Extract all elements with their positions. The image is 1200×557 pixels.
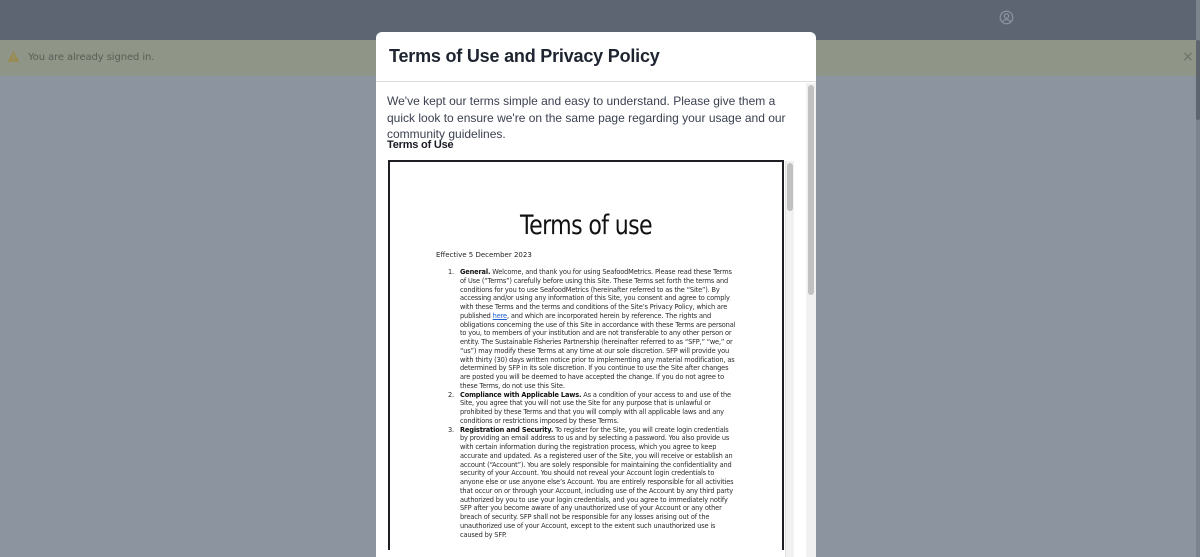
alert-message: You are already signed in. — [28, 52, 155, 63]
terms-modal — [376, 32, 816, 557]
document-effective-date: Effective 5 December 2023 — [436, 251, 532, 259]
privacy-policy-link[interactable]: here — [492, 311, 507, 320]
close-icon[interactable]: × — [1182, 49, 1194, 65]
terms-item-general — [448, 268, 738, 391]
modal-title: Terms of Use and Privacy Policy — [389, 46, 660, 66]
page-scrollbar-thumb[interactable] — [1196, 40, 1200, 120]
modal-body — [376, 83, 816, 557]
item-text-continued: , and which are incorporated herein by reference. The rights and obligations concerning the use of this Site in accordance with these Terms are personal to you, to members of your institution and are not transferable to any other person or entity. The Sustainable Fisheries Partnership (hereinafter referred to as “SFP,” “we,” or “us”) may modify these Terms at any time at our sole discretion. SFP will provide you with thirty (30) days written notice prior to implementing any material modification, as determined by SFP in its sole discretion. If you continue to use the Site after changes are posted you will be deemed to have accepted the change. If you do not agree to these Terms, do not use this Site. — [460, 311, 736, 390]
item-heading: Registration and Security. — [460, 425, 554, 434]
item-heading: Compliance with Applicable Laws. — [460, 390, 582, 399]
item-number: 2. — [448, 390, 454, 399]
item-number: 1. — [448, 268, 454, 276]
item-text: To register for the Site, you will create login credentials by providing an email address to us and by selecting a password. You also provide us with certain information during the registration process, which you agree to keep accurate and updated. As a registered user of the Site, you will receive or establish an account (“Account”). You are solely responsible for maintaining the confidentiality and security of your Account. You should not reveal your Account login credentials to anyone else or use anyone else’s Account. You are entirely responsible for all activities that occur on or through your Account, including use of the Account by any third party authorized by you to use your login credentials, and you agree to immediately notify SFP after you become aware of any unauthorized use of your Account or any other breach of security. SFP shall not be responsible for any losses arising out of the unauthorized use of your Account, except to the extent such unauthorized use is caused by SFP. — [460, 425, 734, 539]
document-title: Terms of use — [520, 210, 652, 241]
modal-intro-text: We've kept our terms simple and easy to understand. Please give them a quick look to ensure we're on the same page regarding your usage and our community guidelines. — [387, 94, 786, 141]
terms-section-title: Terms of Use — [387, 139, 454, 151]
item-text: Welcome, and thank you for using SeafoodMetrics. Please read these Terms of Use (“Terms”) carefully before using this Site. These Terms set forth the terms and conditions for you to use SeafoodMetrics (hereinafter referred to as the “Site”). By accessing and/or using any information of this Site, you consent and agree to comply with these Terms and the terms and conditions of the Site’s Privacy Policy, which are published — [460, 268, 732, 320]
document-scrollbar-thumb[interactable] — [787, 163, 793, 211]
user-account-icon[interactable] — [999, 10, 1014, 25]
document-terms-list — [448, 268, 738, 539]
terms-item-compliance — [448, 391, 738, 426]
item-heading: General. — [460, 268, 491, 276]
modal-scrollbar[interactable] — [806, 83, 816, 557]
page-scrollbar[interactable] — [1196, 0, 1200, 557]
warning-icon — [7, 50, 20, 63]
modal-scrollbar-thumb[interactable] — [808, 85, 814, 295]
terms-document-viewer[interactable] — [388, 160, 784, 550]
modal-header — [376, 32, 816, 82]
document-scrollbar[interactable] — [785, 161, 794, 557]
item-number: 3. — [448, 425, 454, 434]
item-text: As a condition of your access to and use of the Site, you agree that you will not use the Site for any purpose that is unlawful or prohibited by these Terms and that you will comply with all applicable laws and any conditions or restrictions imposed by these Terms. — [460, 390, 731, 425]
terms-item-registration — [448, 426, 738, 540]
